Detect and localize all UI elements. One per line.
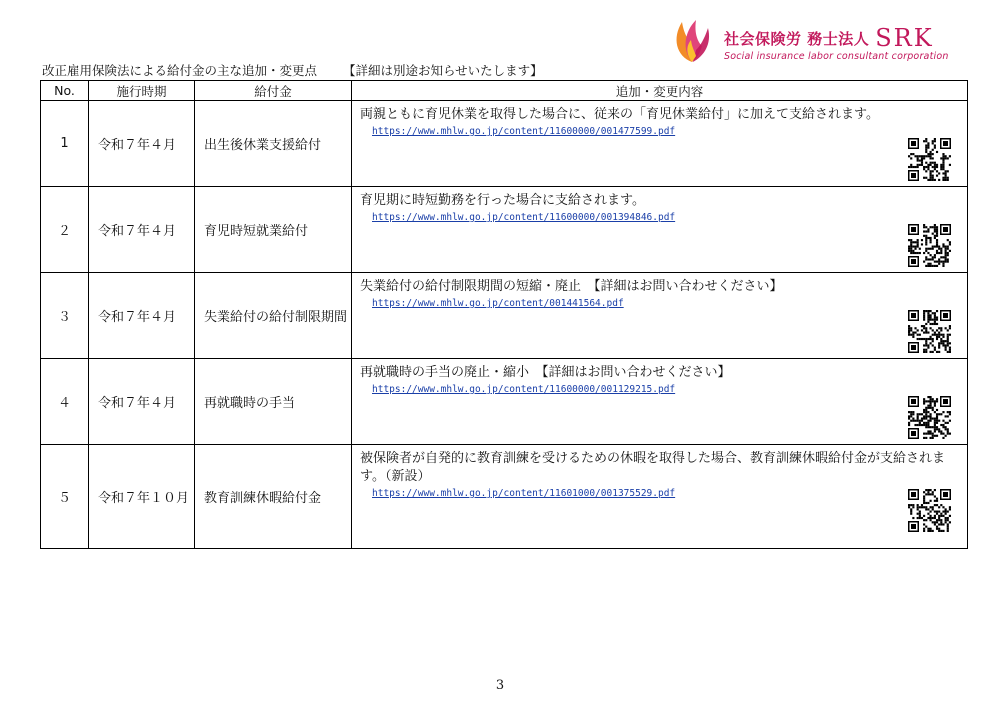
qr-code-icon[interactable] [908, 489, 951, 532]
row-detail-text: 育児期に時短勤務を行った場合に支給されます。 [360, 193, 645, 208]
pdf-link[interactable]: https://www.mhlw.go.jp/content/11600000/001394846.pdf [372, 212, 676, 223]
row-no: ５ [41, 445, 89, 549]
pdf-link[interactable]: https://www.mhlw.go.jp/content/001441564.pdf [372, 298, 624, 309]
row-detail-text: 再就職時の手当の廃止・縮小 【詳細はお問い合わせください】 [360, 365, 731, 380]
company-mark: SRK [875, 24, 934, 52]
table-row [41, 187, 968, 273]
qr-code-icon[interactable] [908, 310, 951, 353]
header-detail: 追加・変更内容 [352, 81, 968, 101]
qr-code-icon[interactable] [908, 396, 951, 439]
row-date: 令和７年４月 [89, 273, 195, 359]
header-date: 施行時期 [89, 81, 195, 101]
heading-note: 【詳細は別途お知らせいたします】 [343, 63, 543, 78]
row-no: 1 [41, 101, 89, 187]
row-benefit: 失業給付の給付制限期間 [195, 273, 352, 359]
document-heading [42, 61, 543, 79]
table-header-row [41, 81, 968, 101]
row-date: 令和７年４月 [89, 101, 195, 187]
row-detail-cell [352, 273, 968, 359]
pdf-link[interactable]: https://www.mhlw.go.jp/content/11600000/001129215.pdf [372, 384, 676, 395]
row-detail-text: 被保険者が自発的に教育訓練を受けるための休暇を取得した場合、教育訓練休暇給付金が支給されます。（新設） [360, 451, 946, 484]
row-detail-cell [352, 187, 968, 273]
flame-logo-icon [662, 14, 722, 64]
row-date: 令和７年１０月 [89, 445, 195, 549]
row-date: 令和７年４月 [89, 187, 195, 273]
row-date: 令和７年４月 [89, 359, 195, 445]
row-benefit: 教育訓練休暇給付金 [195, 445, 352, 549]
pdf-link[interactable]: https://www.mhlw.go.jp/content/11600000/001477599.pdf [372, 126, 676, 137]
header-no: No. [41, 81, 89, 101]
pdf-link[interactable]: https://www.mhlw.go.jp/content/11601000/001375529.pdf [372, 488, 676, 499]
company-name-jp [724, 24, 934, 52]
row-no: ２ [41, 187, 89, 273]
row-benefit: 出生後休業支援給付 [195, 101, 352, 187]
row-detail-cell [352, 445, 968, 549]
row-detail-cell [352, 359, 968, 445]
row-benefit: 再就職時の手当 [195, 359, 352, 445]
row-detail-text: 失業給付の給付制限期間の短縮・廃止 【詳細はお問い合わせください】 [360, 279, 783, 294]
qr-code-icon[interactable] [908, 224, 951, 267]
document-title: 改正雇用保険法による給付金の主な追加・変更点 [42, 63, 318, 78]
table-row [41, 445, 968, 549]
table-row [41, 101, 968, 187]
page-number: 3 [495, 678, 505, 693]
table-row [41, 273, 968, 359]
company-logo [662, 14, 962, 66]
benefits-table [40, 80, 968, 549]
header-benefit: 給付金 [195, 81, 352, 101]
qr-code-icon[interactable] [908, 138, 951, 181]
row-detail-text: 両親ともに育児休業を取得した場合に、従来の「育児休業給付」に加えて支給されます。 [360, 107, 879, 122]
row-benefit: 育児時短就業給付 [195, 187, 352, 273]
company-name-en: Social insurance labor consultant corporation [724, 51, 949, 62]
row-no: ３ [41, 273, 89, 359]
row-no: ４ [41, 359, 89, 445]
table-row [41, 359, 968, 445]
row-detail-cell [352, 101, 968, 187]
company-name-jp-text: 社会保険労 務士法人 [724, 30, 870, 48]
